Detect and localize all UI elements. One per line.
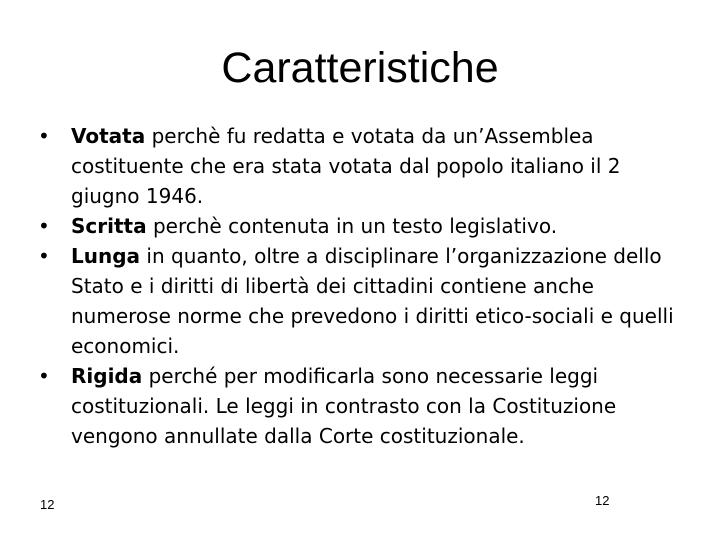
bullet-dot-icon: • [38,364,50,388]
bullet-text: perchè fu redatta e votata da un’Assemblea costituente che era stata votata dal popolo italiano il 2 giugno 1946. [71,124,621,208]
bullet-term: Lunga [71,244,141,268]
slide-number-right: 12 [595,493,610,508]
bullet-text: perché per modificarla sono necessarie leggi costituzionali. Le leggi in contrasto con la Costituzione vengono annullate dalla Corte costituzionale. [71,364,617,448]
bullet-item-rigida [38,361,688,451]
bullet-item-scritta [38,211,688,241]
bullet-term: Scritta [71,214,147,238]
bullet-dot-icon: • [38,214,50,238]
bullet-dot-icon: • [38,244,50,268]
bullet-item-votata [38,121,688,211]
bullet-text: perchè contenuta in un testo legislativo. [146,214,558,238]
bullet-item-lunga [38,241,688,361]
bullet-text: in quanto, oltre a disciplinare l’organizzazione dello Stato e i diritti di libertà dei cittadini contiene anche numerose norme che prevedono i diritti etico-sociali e quelli economici. [71,244,674,358]
bullet-dot-icon: • [38,124,50,148]
bullet-term: Rigida [71,364,143,388]
bullet-term: Votata [71,124,146,148]
bullet-list [38,121,688,451]
slide-number-left: 12 [40,497,55,512]
slide-title: Caratteristiche [221,44,499,92]
